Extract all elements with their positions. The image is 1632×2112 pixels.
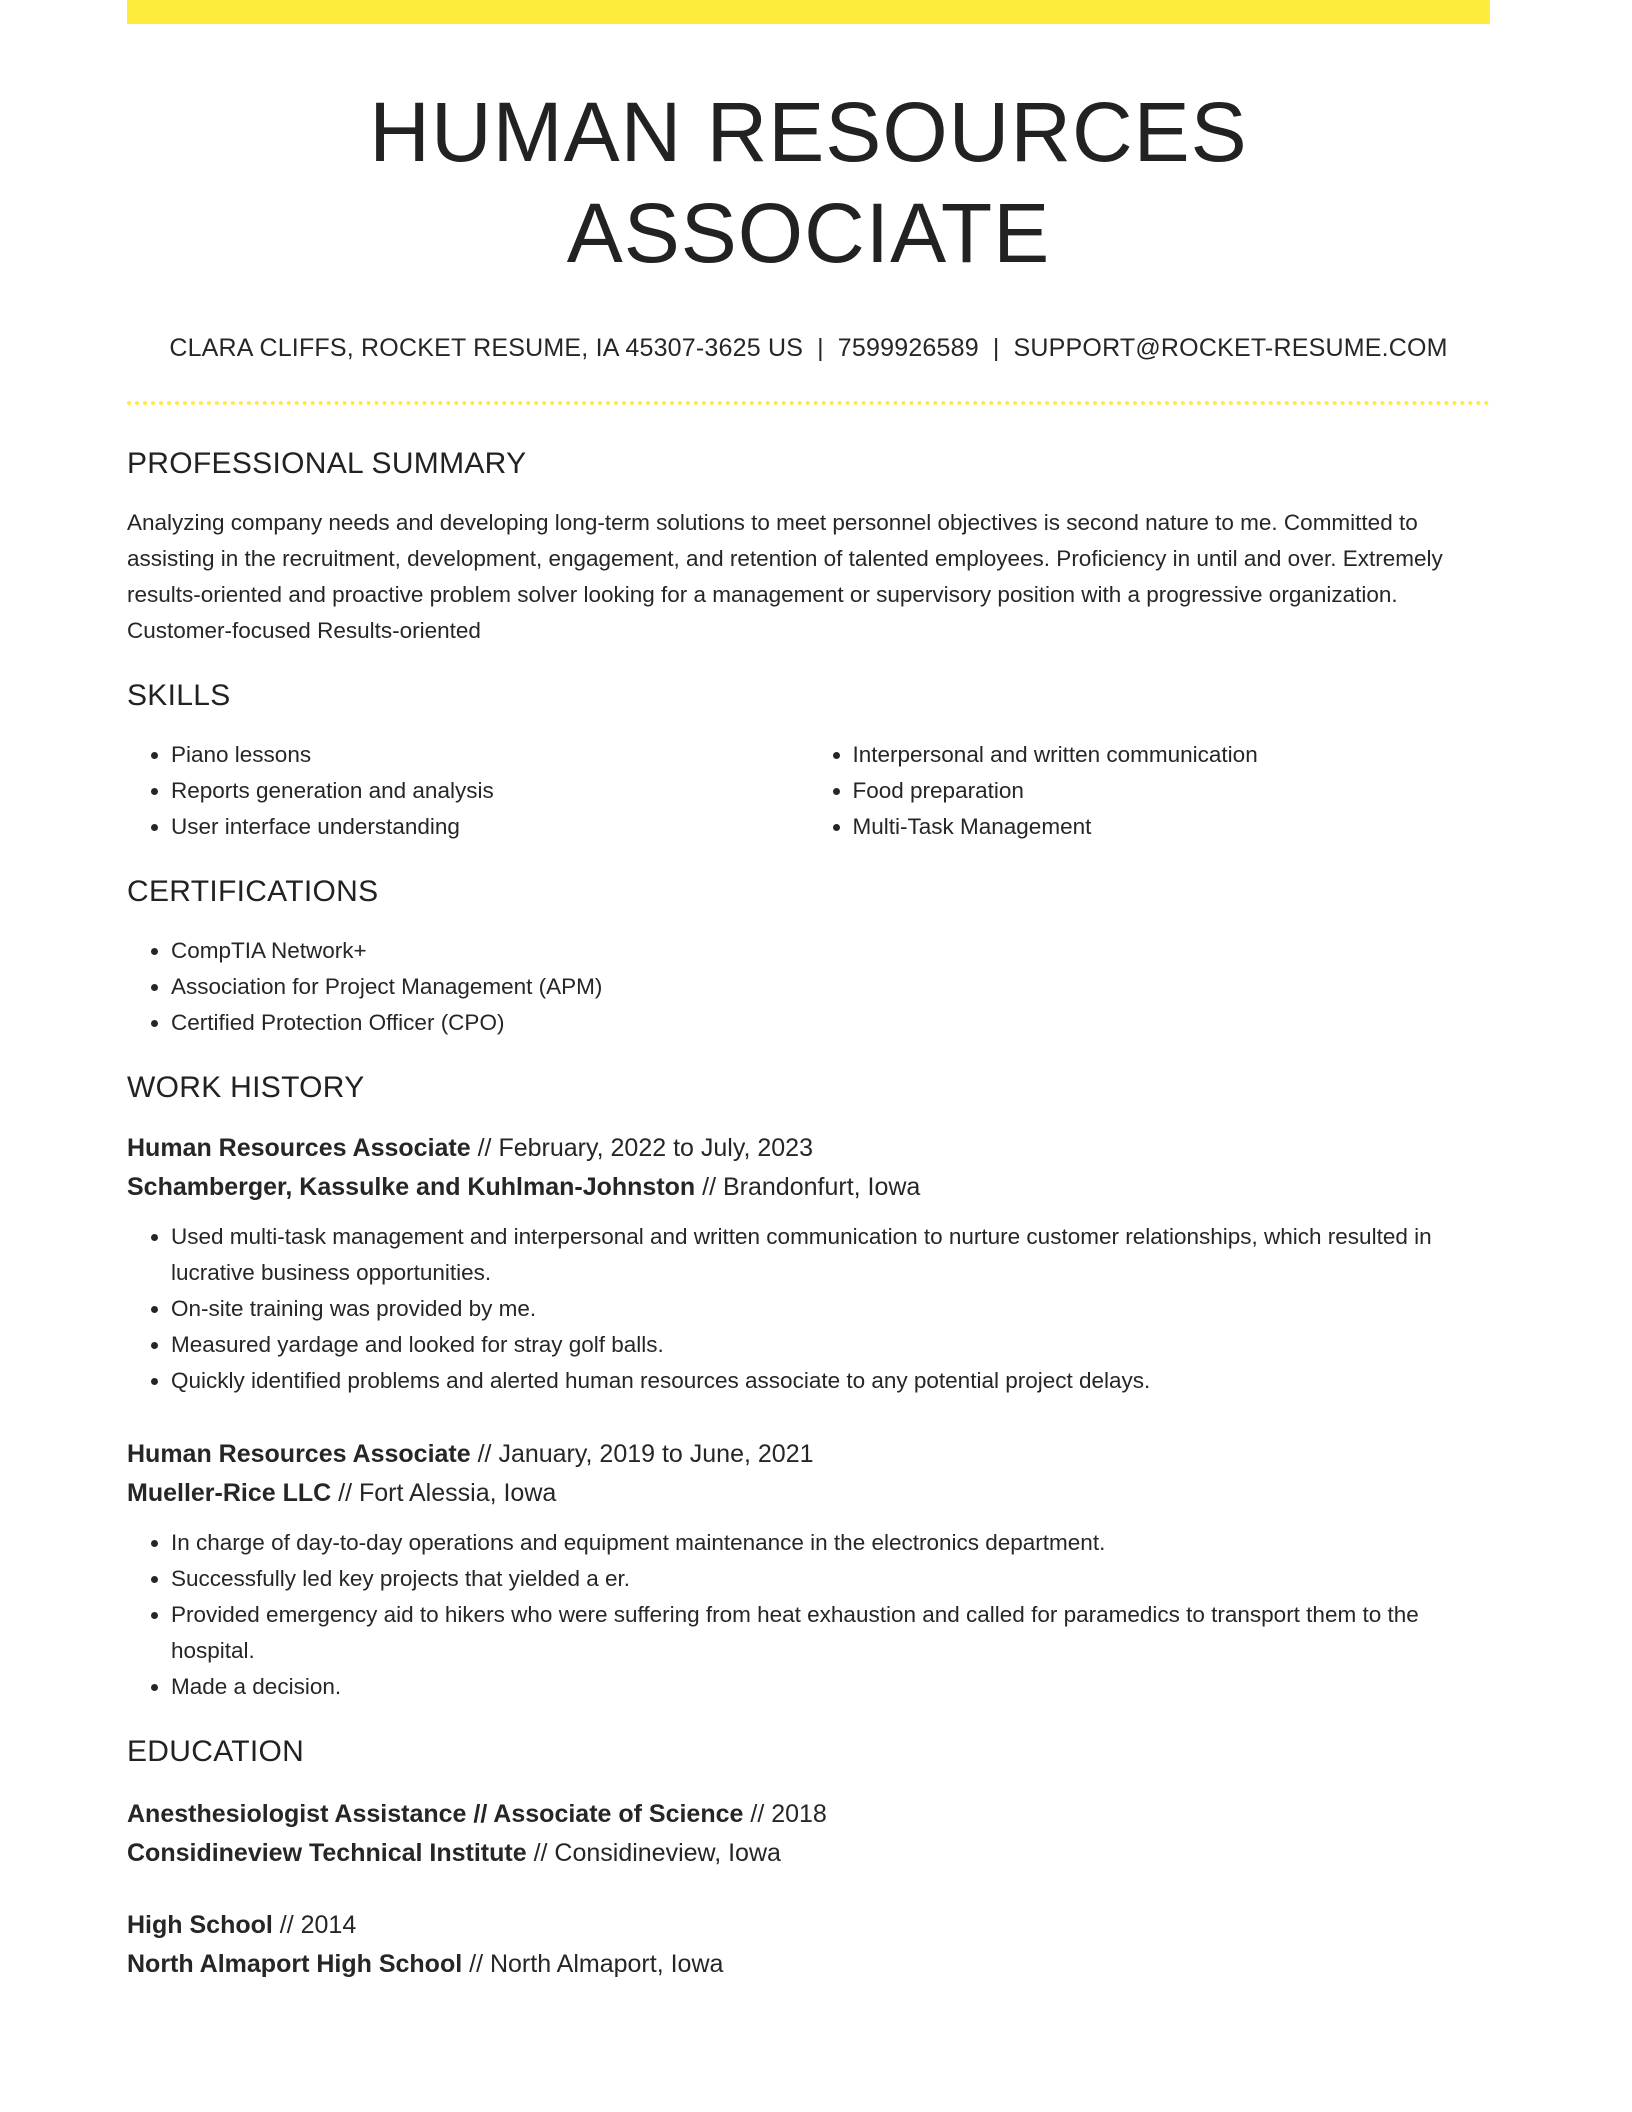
job-role: Human Resources Associate (127, 1133, 471, 1162)
education-degree: High School (127, 1910, 273, 1939)
job-location: // Fort Alessia, Iowa (338, 1478, 557, 1507)
summary-text: Analyzing company needs and developing long-term solutions to meet personnel objectives is second nature to me. Committed to assisting in the recruitment, development, engagement, and retention of talented employees. Proficiency in until and over. Extremely results-oriented and proactive problem solver looking for a management or supervisory position with a progressive organization. Customer-focused Results-oriented (127, 509, 1443, 643)
education-school-line (127, 1945, 1490, 1984)
job-role: Human Resources Associate (127, 1439, 471, 1468)
education-entry (127, 1906, 1490, 1984)
contact-separator: | (992, 333, 1000, 362)
job-bullet: • Provided emergency aid to hikers who were suffering from heat exhaustion and called for paramedics to transport them to the hospital. (171, 1597, 1490, 1669)
job-bullet: • Used multi-task management and interpersonal and written communication to nurture customer relationships, which resulted in lucrative business opportunities. (171, 1219, 1490, 1291)
certification-item: • Association for Project Management (APM) (171, 969, 1490, 1005)
job-bullet-list (127, 1525, 1490, 1705)
job-company-line (127, 1474, 1490, 1513)
job-role-line (127, 1129, 1490, 1168)
job-company: Mueller-Rice LLC (127, 1478, 332, 1507)
job-entry (127, 1435, 1490, 1705)
job-bullet-list (127, 1219, 1490, 1399)
section-title-summary: PROFESSIONAL SUMMARY (127, 446, 527, 480)
education-degree-line (127, 1795, 1490, 1834)
certification-item: • Certified Protection Officer (CPO) (171, 1005, 1490, 1041)
contact-phone: 7599926589 (837, 333, 979, 362)
skills-list (127, 737, 1490, 845)
job-location: // Brandonfurt, Iowa (702, 1172, 921, 1201)
education-school: Considineview Technical Institute (127, 1838, 527, 1867)
skill-item: • Interpersonal and written communication (853, 737, 1491, 773)
education-school: North Almaport High School (127, 1949, 463, 1978)
contact-separator: | (817, 333, 824, 362)
job-bullet: • In charge of day-to-day operations and equipment maintenance in the electronics department. (171, 1525, 1490, 1561)
skills-column-right (809, 737, 1491, 845)
skill-item: • User interface understanding (171, 809, 809, 845)
job-company-line (127, 1168, 1490, 1207)
skill-item: • Reports generation and analysis (171, 773, 809, 809)
job-role-line (127, 1435, 1490, 1474)
education-location: // Considineview, Iowa (533, 1838, 781, 1867)
certifications-list (127, 933, 1490, 1041)
education-year: // 2018 (750, 1799, 827, 1828)
education-school-line (127, 1834, 1490, 1873)
job-dates: // February, 2022 to July, 2023 (477, 1133, 813, 1162)
education-location: // North Almaport, Iowa (469, 1949, 724, 1978)
job-bullet: • On-site training was provided by me. (171, 1291, 1490, 1327)
section-title-certifications: CERTIFICATIONS (127, 874, 379, 908)
job-dates: // January, 2019 to June, 2021 (477, 1439, 814, 1468)
contact-address: CLARA CLIFFS, ROCKET RESUME, IA 45307-3625 US (169, 333, 804, 362)
job-entry (127, 1129, 1490, 1399)
section-title-skills: SKILLS (127, 678, 231, 712)
resume-page (127, 0, 1490, 1984)
dotted-divider (127, 401, 1490, 405)
education-degree: Anesthesiologist Assistance // Associate of Science (127, 1799, 744, 1828)
section-title-work-history: WORK HISTORY (127, 1070, 365, 1104)
education-entry (127, 1795, 1490, 1873)
job-bullet: • Made a decision. (171, 1669, 1490, 1705)
skills-column-left (127, 737, 809, 845)
certification-item: • CompTIA Network+ (171, 933, 1490, 969)
job-company: Schamberger, Kassulke and Kuhlman-Johnston (127, 1172, 696, 1201)
skill-item: • Food preparation (853, 773, 1491, 809)
section-title-education: EDUCATION (127, 1734, 305, 1768)
education-degree-line (127, 1906, 1490, 1945)
resume-title: HUMAN RESOURCES ASSOCIATE (369, 85, 1248, 280)
accent-bar (127, 0, 1490, 24)
job-bullet: • Measured yardage and looked for stray golf balls. (171, 1327, 1490, 1363)
job-bullet: • Quickly identified problems and alerted human resources associate to any potential project delays. (171, 1363, 1490, 1399)
skill-item: • Piano lessons (171, 737, 809, 773)
contact-line (127, 334, 1490, 363)
education-year: // 2014 (279, 1910, 357, 1939)
skill-item: • Multi-Task Management (853, 809, 1491, 845)
job-bullet: • Successfully led key projects that yielded a er. (171, 1561, 1490, 1597)
contact-email: SUPPORT@ROCKET-RESUME.COM (1013, 333, 1448, 362)
